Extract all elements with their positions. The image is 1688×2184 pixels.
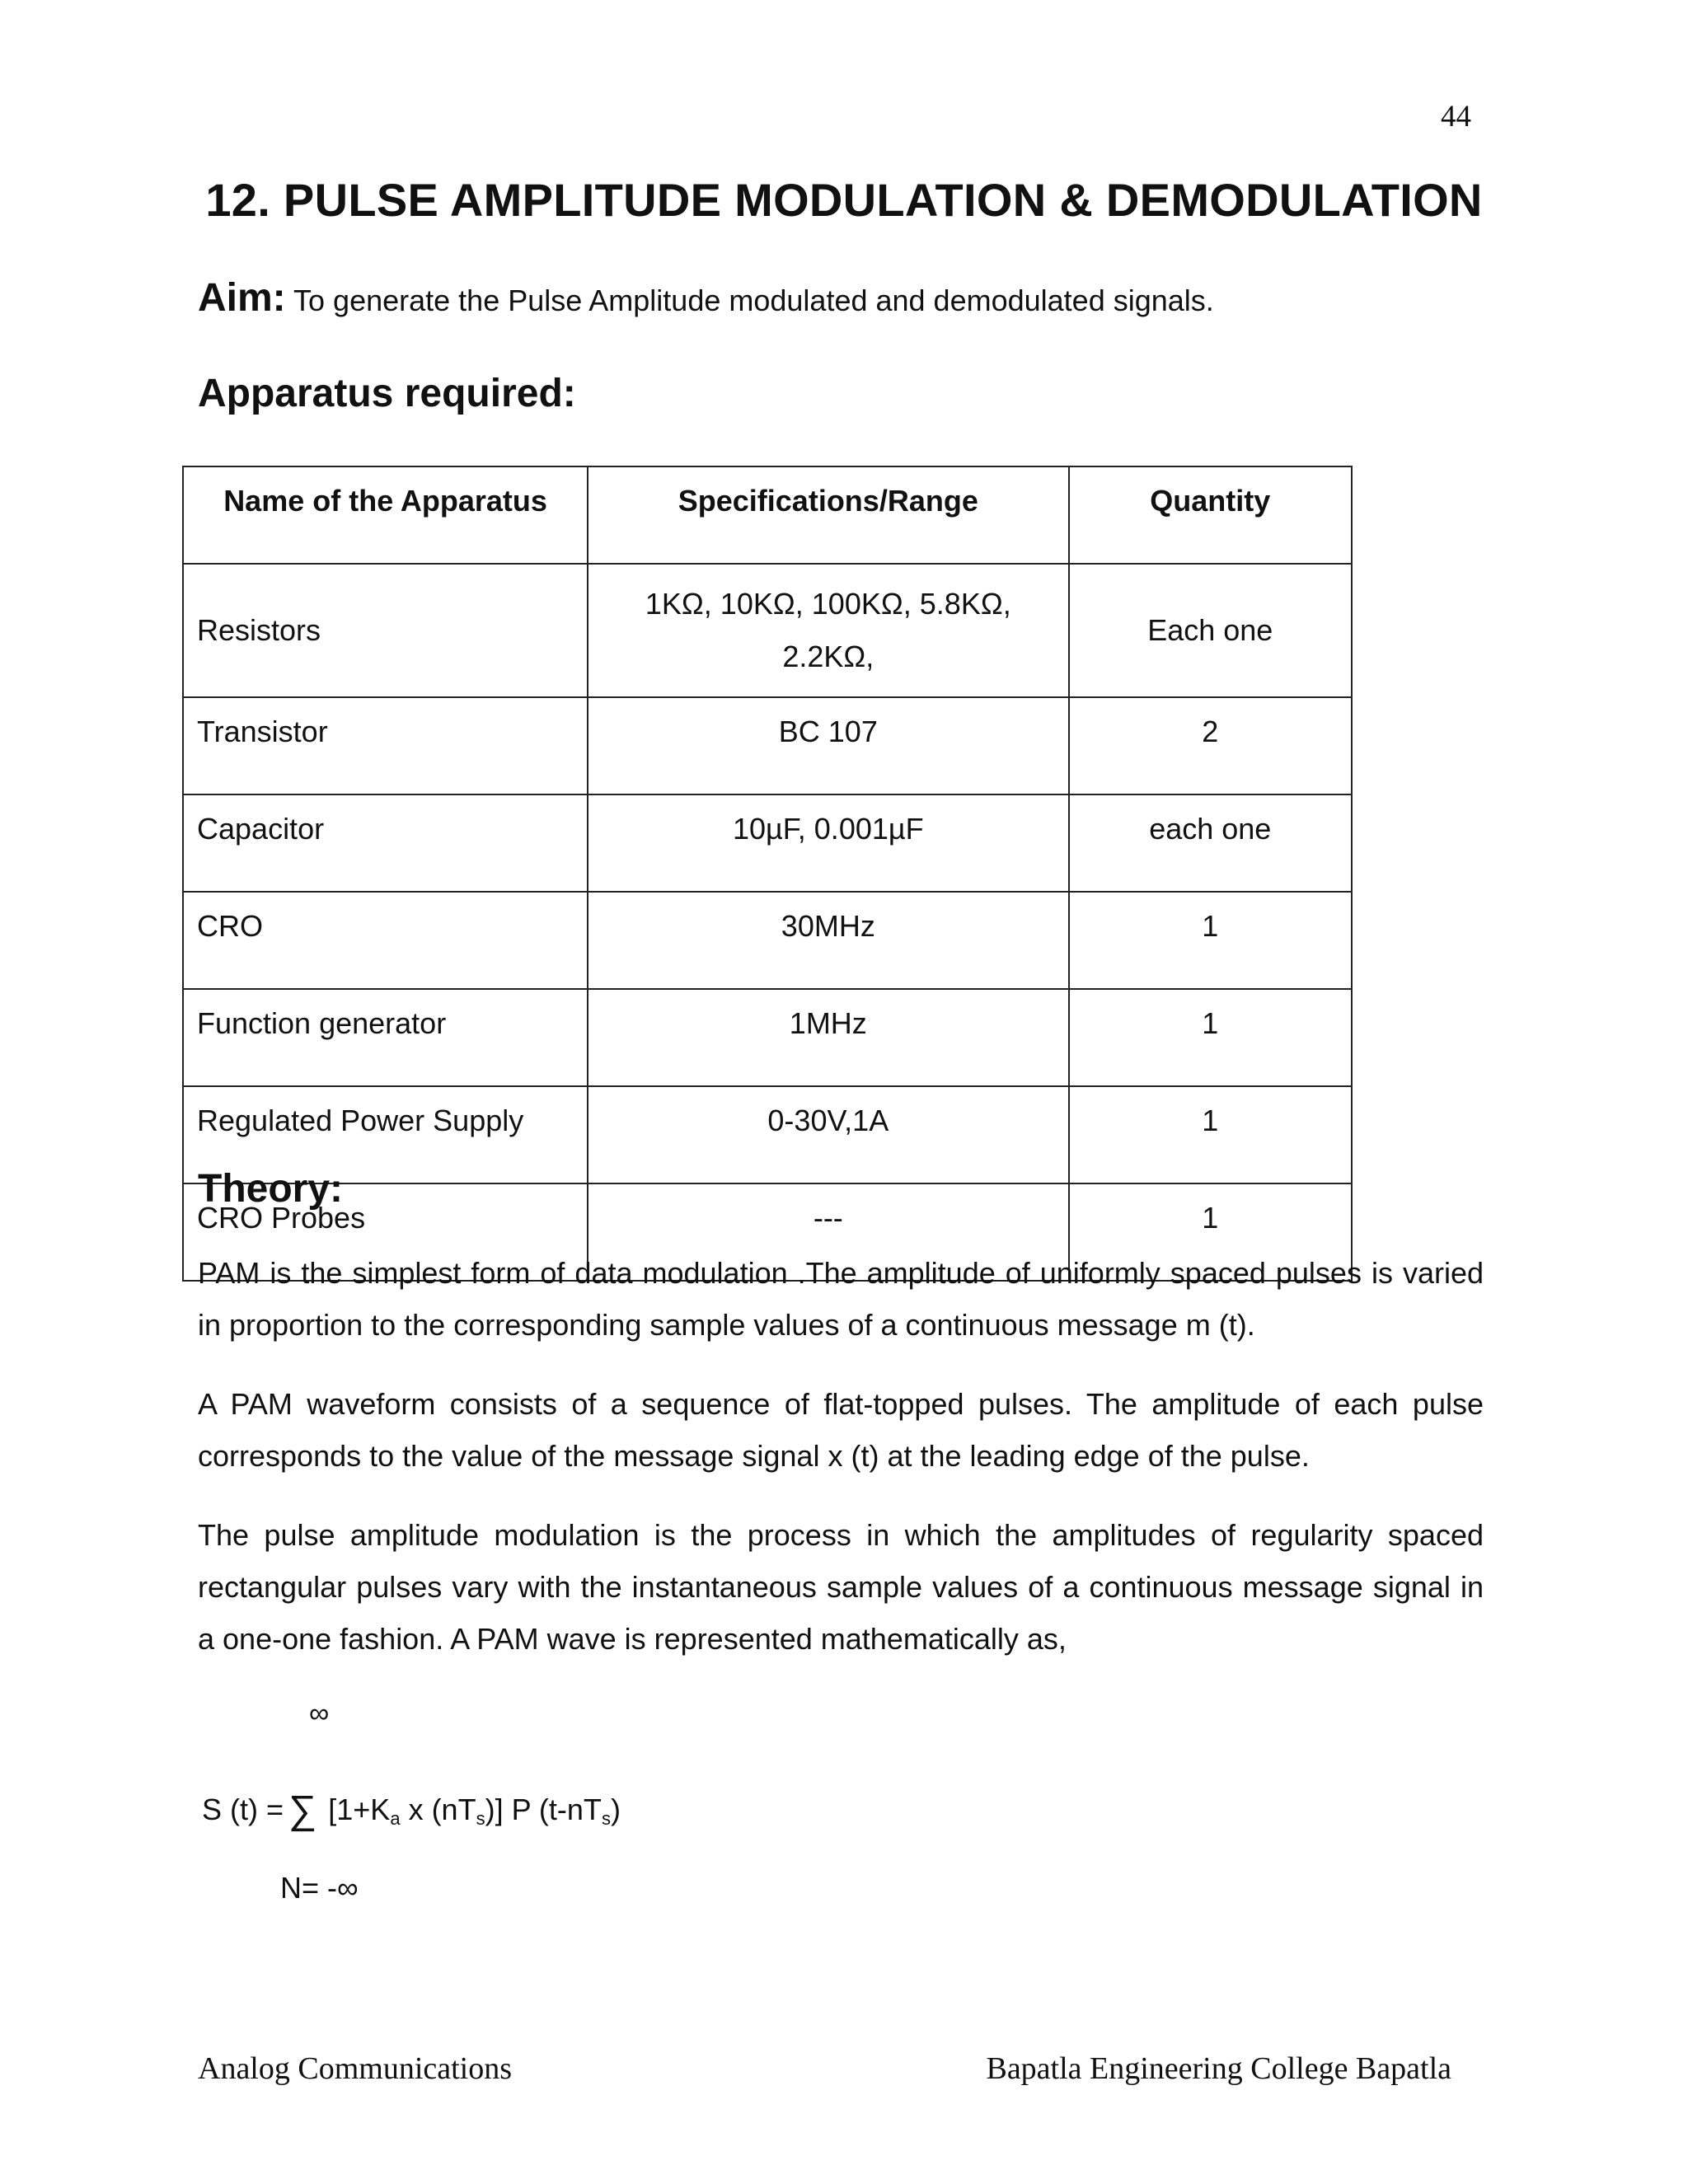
spec-line: 2.2KΩ, (782, 640, 874, 673)
formula-lhs: S (t) = (202, 1793, 284, 1826)
cell-name: Capacitor (183, 794, 588, 892)
subscript: s (601, 1808, 611, 1829)
aim-statement (198, 275, 1214, 321)
cell-quantity: 1 (1069, 1086, 1352, 1183)
cell-spec: 30MHz (588, 892, 1068, 989)
table-row (183, 1086, 1352, 1183)
table-row (183, 794, 1352, 892)
cell-spec: 1MHz (588, 989, 1068, 1086)
footer-course: Analog Communications (198, 2051, 513, 2086)
cell-name: Regulated Power Supply (183, 1086, 588, 1183)
theory-paragraph: A PAM waveform consists of a sequence of flat-topped pulses. The amplitude of each pulse corresponds to the value of the message signal x (t) at the leading edge of the pulse. (198, 1387, 1484, 1473)
aim-label: Aim: (198, 276, 286, 320)
header-spec: Specifications/Range (588, 466, 1068, 564)
apparatus-heading: Apparatus required: (198, 372, 576, 415)
cell-quantity: 1 (1069, 892, 1352, 989)
cell-quantity: Each one (1069, 564, 1352, 697)
formula-term: x (nT (400, 1793, 476, 1826)
page-number: 44 (1441, 100, 1471, 134)
theory-paragraph: PAM is the simplest form of data modulation .The amplitude of uniformly spaced pulses is varied in proportion to the corresponding sample values of a continuous message m (t). (198, 1256, 1484, 1342)
cell-name: Resistors (183, 564, 588, 697)
formula-term: )] P (t-nT (485, 1793, 602, 1826)
sum-lower-limit: N= -∞ (280, 1871, 359, 1905)
cell-name: Function generator (183, 989, 588, 1086)
pam-formula (202, 1698, 861, 1929)
table-row (183, 697, 1352, 794)
cell-spec: BC 107 (588, 697, 1068, 794)
header-name: Name of the Apparatus (183, 466, 588, 564)
table-row (183, 892, 1352, 989)
cell-spec (588, 564, 1068, 697)
subscript: s (476, 1808, 485, 1829)
cell-name: CRO Probes (183, 1183, 588, 1281)
page-title: 12. PULSE AMPLITUDE MODULATION & DEMODULATION (205, 174, 1483, 226)
table-row (183, 564, 1352, 697)
formula-term: ) (610, 1793, 621, 1826)
theory-paragraph: The pulse amplitude modulation is the process in which the amplitudes of regularity spaced rectangular pulses vary with the instantaneous sample values of a continuous message signal in a one-one fashion. A PAM wave is represented mathematically as, (198, 1518, 1484, 1656)
table-header-row (183, 466, 1352, 564)
subscript: a (390, 1808, 401, 1829)
cell-spec: --- (588, 1183, 1068, 1281)
aim-text: To generate the Pulse Amplitude modulated and demodulated signals. (285, 284, 1214, 317)
spec-line: 1KΩ, 10KΩ, 100KΩ, 5.8KΩ, (645, 587, 1011, 621)
footer-college: Bapatla Engineering College Bapatla (986, 2051, 1451, 2086)
cell-quantity: 2 (1069, 697, 1352, 794)
cell-quantity: 1 (1069, 989, 1352, 1086)
sum-upper-limit: ∞ (309, 1698, 330, 1729)
cell-spec: 10µF, 0.001µF (588, 794, 1068, 892)
cell-quantity: each one (1069, 794, 1352, 892)
summation-symbol: ∑ (288, 1788, 317, 1832)
cell-quantity: 1 (1069, 1183, 1352, 1281)
formula-expression (202, 1784, 621, 1830)
header-quantity: Quantity (1069, 466, 1352, 564)
cell-name: CRO (183, 892, 588, 989)
cell-spec: 0-30V,1A (588, 1086, 1068, 1183)
cell-name: Transistor (183, 697, 588, 794)
table-row (183, 989, 1352, 1086)
formula-term: [1+K (328, 1793, 391, 1826)
apparatus-table (182, 466, 1353, 1282)
theory-heading: Theory: (198, 1167, 344, 1211)
